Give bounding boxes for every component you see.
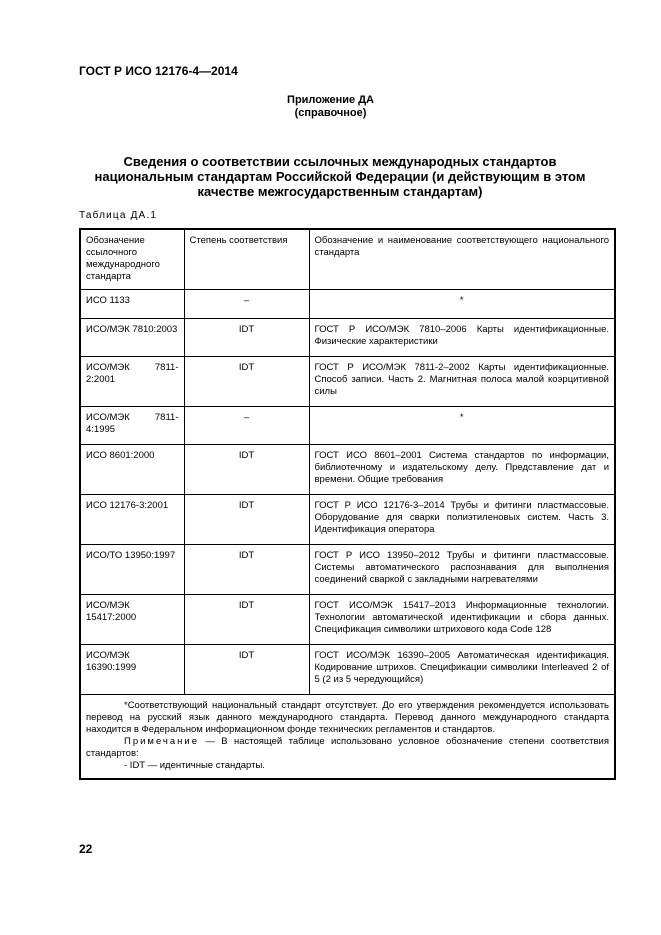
section-title-line: Сведения о соответствии ссылочных международных стандартов xyxy=(123,154,557,169)
cell-reference: ИСО/МЭК 15417:2000 xyxy=(80,595,184,645)
header-cell-reference: Обозначение ссылочного международного стандарта xyxy=(80,229,184,290)
standards-table xyxy=(79,228,616,780)
cell-reference: ИСО/ТО 13950:1997 xyxy=(80,545,184,595)
table-footnote-row xyxy=(80,695,615,780)
section-title-line: национальным стандартам Российской Федерации (и действующим в этом xyxy=(94,169,586,184)
cell-degree: IDT xyxy=(184,645,309,695)
cell-degree: – xyxy=(184,290,309,319)
section-title-line: качестве межгосударственным стандартам) xyxy=(197,184,483,199)
footnote-text: *Соответствующий национальный стандарт отсутствует. До его утверждения рекомендуется использовать перевод на русский язык данного международного стандарта. Перевод данного международного стандарта находится в Федеральном информационном фонде технических регламентов и стандартов. xyxy=(86,700,609,735)
annex-heading xyxy=(0,94,661,120)
cell-degree: IDT xyxy=(184,445,309,495)
table-row xyxy=(80,290,615,319)
note-text: — В настоящей таблице использовано условное обозначение степени соответствия стандартов: xyxy=(86,736,609,759)
note-label: Примечание xyxy=(124,736,199,747)
cell-degree: IDT xyxy=(184,319,309,357)
footnote-cell xyxy=(80,695,615,780)
table-row xyxy=(80,545,615,595)
annex-title: Приложение ДА xyxy=(287,94,374,106)
cell-reference: ИСО/МЭК 7811-2:2001 xyxy=(80,357,184,407)
cell-national: * xyxy=(309,407,615,445)
cell-reference: ИСО/МЭК 7810:2003 xyxy=(80,319,184,357)
header-cell-degree: Степень соответствия xyxy=(184,229,309,290)
cell-reference: ИСО 8601:2000 xyxy=(80,445,184,495)
annex-subtitle: (справочное) xyxy=(294,107,367,119)
table-row xyxy=(80,407,615,445)
cell-degree: IDT xyxy=(184,595,309,645)
cell-national: ГОСТ ИСО/МЭК 15417–2013 Информационные технологии. Технологии автоматической идентификации и сбора данных. Спецификация символики штрихового кода Code 128 xyxy=(309,595,615,645)
cell-reference: ИСО 1133 xyxy=(80,290,184,319)
cell-national: ГОСТ Р ИСО/МЭК 7811-2–2002 Карты идентификационные. Способ записи. Часть 2. Магнитная полоса малой коэрцитивной силы xyxy=(309,357,615,407)
cell-national: ГОСТ Р ИСО 12176-3–2014 Трубы и фитинги пластмассовые. Оборудование для сварки полиэтиленовых систем. Часть 3. Идентификация оператора xyxy=(309,495,615,545)
section-title xyxy=(70,154,610,199)
cell-degree: IDT xyxy=(184,357,309,407)
page-number: 22 xyxy=(79,842,93,856)
table-row xyxy=(80,595,615,645)
cell-national: ГОСТ Р ИСО/МЭК 7810–2006 Карты идентификационные. Физические характеристики xyxy=(309,319,615,357)
note-paragraph xyxy=(86,736,609,760)
header-cell-national: Обозначение и наименование соответствующего национального стандарта xyxy=(309,229,615,290)
cell-national: ГОСТ ИСО/МЭК 16390–2005 Автоматическая идентификация. Кодирование штрихов. Спецификации символики Interleaved 2 of 5 (2 из 5 чередующийся) xyxy=(309,645,615,695)
table-row xyxy=(80,319,615,357)
table-caption: Таблица ДА.1 xyxy=(79,210,158,221)
cell-reference: ИСО/МЭК 16390:1999 xyxy=(80,645,184,695)
cell-degree: – xyxy=(184,407,309,445)
cell-national: ГОСТ Р ИСО 13950–2012 Трубы и фитинги пластмассовые. Системы автоматического распознавания для выполнения соединений сваркой с закладными нагревателями xyxy=(309,545,615,595)
table-row xyxy=(80,495,615,545)
table-row xyxy=(80,645,615,695)
cell-reference: ИСО 12176-3:2001 xyxy=(80,495,184,545)
cell-national: ГОСТ ИСО 8601–2001 Система стандартов по информации, библиотечному и издательскому делу. Представление дат и времени. Общие требования xyxy=(309,445,615,495)
cell-degree: IDT xyxy=(184,495,309,545)
cell-national: * xyxy=(309,290,615,319)
table-row xyxy=(80,445,615,495)
document-code: ГОСТ Р ИСО 12176-4—2014 xyxy=(79,64,238,78)
note-item: - IDT — идентичные стандарты. xyxy=(124,760,265,771)
table-header-row xyxy=(80,229,615,290)
cell-degree: IDT xyxy=(184,545,309,595)
table-row xyxy=(80,357,615,407)
cell-reference: ИСО/МЭК 7811-4:1995 xyxy=(80,407,184,445)
